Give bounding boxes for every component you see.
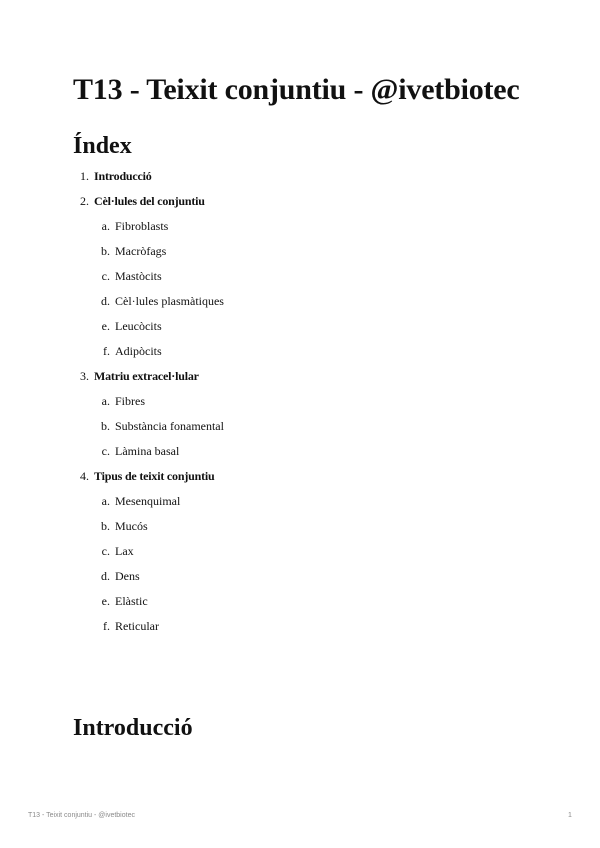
toc-item-label: Tipus de teixit conjuntiu [94, 469, 215, 483]
toc-subitem-label: Dens [115, 569, 140, 583]
toc-subitem-letter: a. [101, 219, 110, 233]
toc-subitem-letter: b. [101, 519, 110, 533]
toc-subitem-label: Fibroblasts [115, 219, 169, 233]
toc-subitem[interactable] [0, 314, 600, 339]
toc-subitem-label: Cèl·lules plasmàtiques [115, 294, 224, 308]
toc-subitem[interactable] [0, 289, 600, 314]
toc-subitem[interactable] [0, 589, 600, 614]
toc-subitem[interactable] [0, 389, 600, 414]
toc-subitem[interactable] [0, 214, 600, 239]
toc-subitem[interactable] [0, 514, 600, 539]
toc-subitem-label: Làmina basal [115, 444, 180, 458]
toc-subitem-label: Mucós [115, 519, 148, 533]
toc-subitem[interactable] [0, 439, 600, 464]
toc-subitem-label: Macròfags [115, 244, 167, 258]
toc-item-label: Cèl·lules del conjuntiu [94, 194, 205, 208]
toc-subitem-label: Mastòcits [115, 269, 162, 283]
toc-subitem-letter: d. [101, 569, 110, 583]
toc-subitem-letter: d. [101, 294, 110, 308]
toc-item-label: Introducció [94, 169, 152, 183]
footer-document-title: T13 - Teixit conjuntiu - @ivetbiotec [28, 812, 135, 819]
toc-item-number: 4. [80, 469, 89, 483]
index-heading: Índex [73, 133, 132, 159]
toc-subitem[interactable] [0, 564, 600, 589]
toc-item-number: 1. [80, 169, 89, 183]
toc-subitem-label: Elàstic [115, 594, 148, 608]
toc-subitem[interactable] [0, 339, 600, 364]
toc-subitem-label: Fibres [115, 394, 145, 408]
toc-subitem[interactable] [0, 539, 600, 564]
toc-item-number: 2. [80, 194, 89, 208]
toc-subitem[interactable] [0, 614, 600, 639]
document-title: T13 - Teixit conjuntiu - @ivetbiotec [73, 73, 520, 106]
toc-subitem-label: Mesenquimal [115, 494, 181, 508]
toc-subitem-label: Reticular [115, 619, 159, 633]
toc-subitem-letter: e. [101, 319, 110, 333]
toc-item[interactable] [0, 164, 600, 189]
introduction-heading: Introducció [73, 715, 193, 741]
toc-subitem-label: Adipòcits [115, 344, 162, 358]
toc-subitem-letter: e. [101, 594, 110, 608]
toc-subitem-letter: a. [101, 494, 110, 508]
toc-item[interactable] [0, 464, 600, 489]
toc-subitem[interactable] [0, 414, 600, 439]
toc-subitem-letter: b. [101, 244, 110, 258]
toc-item[interactable] [0, 364, 600, 389]
toc-subitem-letter: f. [103, 619, 110, 633]
toc-subitem-letter: a. [101, 394, 110, 408]
toc-subitem-letter: b. [101, 419, 110, 433]
toc-subitem-label: Leucòcits [115, 319, 162, 333]
toc-subitem[interactable] [0, 489, 600, 514]
toc-subitem-letter: c. [101, 444, 110, 458]
toc-subitem[interactable] [0, 264, 600, 289]
toc-item-number: 3. [80, 369, 89, 383]
toc-subitem[interactable] [0, 239, 600, 264]
toc-subitem-label: Lax [115, 544, 134, 558]
toc-item[interactable] [0, 189, 600, 214]
toc-subitem-letter: f. [103, 344, 110, 358]
toc-subitem-letter: c. [101, 269, 110, 283]
toc-subitem-letter: c. [101, 544, 110, 558]
footer-page-number: 1 [568, 812, 572, 819]
toc-subitem-label: Substància fonamental [115, 419, 224, 433]
toc-item-label: Matriu extracel·lular [94, 369, 199, 383]
table-of-contents [0, 164, 600, 639]
